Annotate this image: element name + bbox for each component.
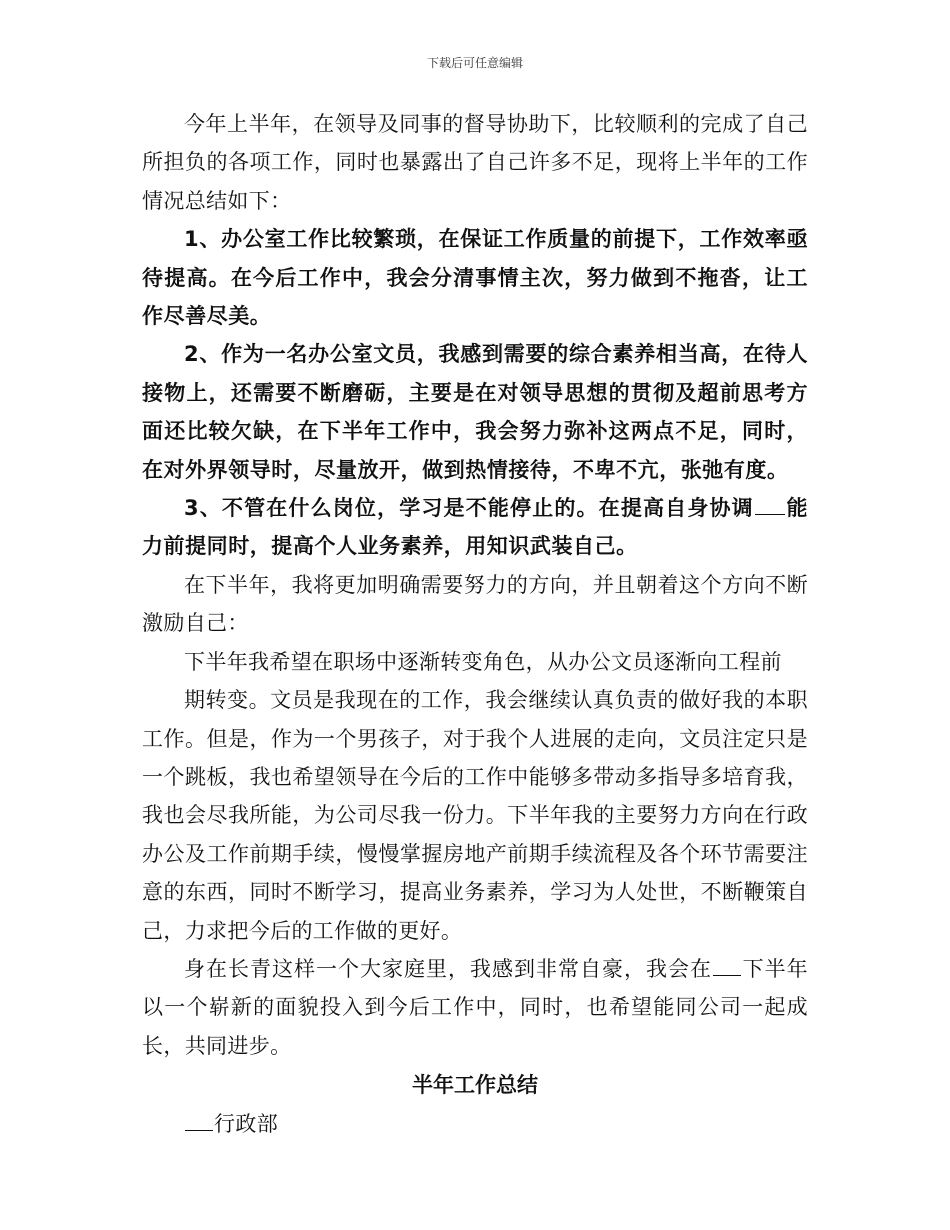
department-name: 行政部 — [214, 1112, 279, 1137]
blank-underline — [713, 954, 741, 976]
paragraph-goal-line: 下半年我希望在职场中逐渐转变角色，从办公文员逐渐向工程前 — [184, 649, 782, 674]
paragraph-goal-detail: 期转变。文员是我现在的工作，我会继续认真负责的做好我的本职工作。但是，作为一个男孩子，对于我个人进展的走向，文员注定只是一个跳板，我也希望领导在今后的工作中能够多带动多指导多培育我，我也会尽我所能，为公司尽我一份力。下半年我的主要努力方向在行政办公及工作前期手续，慢慢掌握房地产前期手续流程及各个环节需要注意的东西，同时不断学习，提高业务素养，学习为人处世，不断鞭策自己，力求把今后的工作做的更好。 — [142, 688, 808, 943]
paragraph-closing — [142, 950, 808, 1065]
closing-text-before: 身在长青这样一个大家庭里，我感到非常自豪，我会在 — [184, 956, 712, 981]
closing-text-after: 下半年以一个崭新的面貌投入到今后工作中，同时，也希望能同公司一起成长，共同进步。 — [142, 956, 808, 1058]
paragraph-intro: 今年上半年，在领导及同事的督导协助下，比较顺利的完成了自己所担负的各项工作，同时也暴露出了自己许多不足，现将上半年的工作情况总结如下： — [142, 112, 808, 213]
paragraph-direction: 在下半年，我将更加明确需要努力的方向，并且朝着这个方向不断激励自己： — [142, 572, 808, 636]
point-3-text-before: 3、不管在什么岗位，学习是不能停止的。在提高自身协调 — [184, 496, 754, 521]
header-note: 下载后可任意编辑 — [426, 56, 523, 70]
document-body — [142, 105, 808, 1144]
section-title: 半年工作总结 — [412, 1073, 538, 1098]
department-line — [142, 1105, 808, 1143]
paragraph-point-2: 2、作为一名办公室文员，我感到需要的综合素养相当高，在待人接物上，还需要不断磨砺，主要是在对领导思想的贯彻及超前思考方面还比较欠缺，在下半年工作中，我会努力弥补这两点不足，同时，在对外界领导时，尽量放开，做到热情接待，不卑不亢，张弛有度。 — [142, 342, 808, 482]
paragraph-point-3 — [142, 489, 808, 566]
paragraph-point-1: 1、办公室工作比较繁琐，在保证工作质量的前提下，工作效率亟待提高。在今后工作中，我会分清事情主次，努力做到不拖沓，让工作尽善尽美。 — [142, 227, 808, 329]
blank-underline — [185, 1109, 213, 1131]
blank-underline — [755, 493, 785, 515]
point-3-text-after: 能力前提同时，提高个人业务素养，用知识武装自己。 — [142, 496, 808, 559]
